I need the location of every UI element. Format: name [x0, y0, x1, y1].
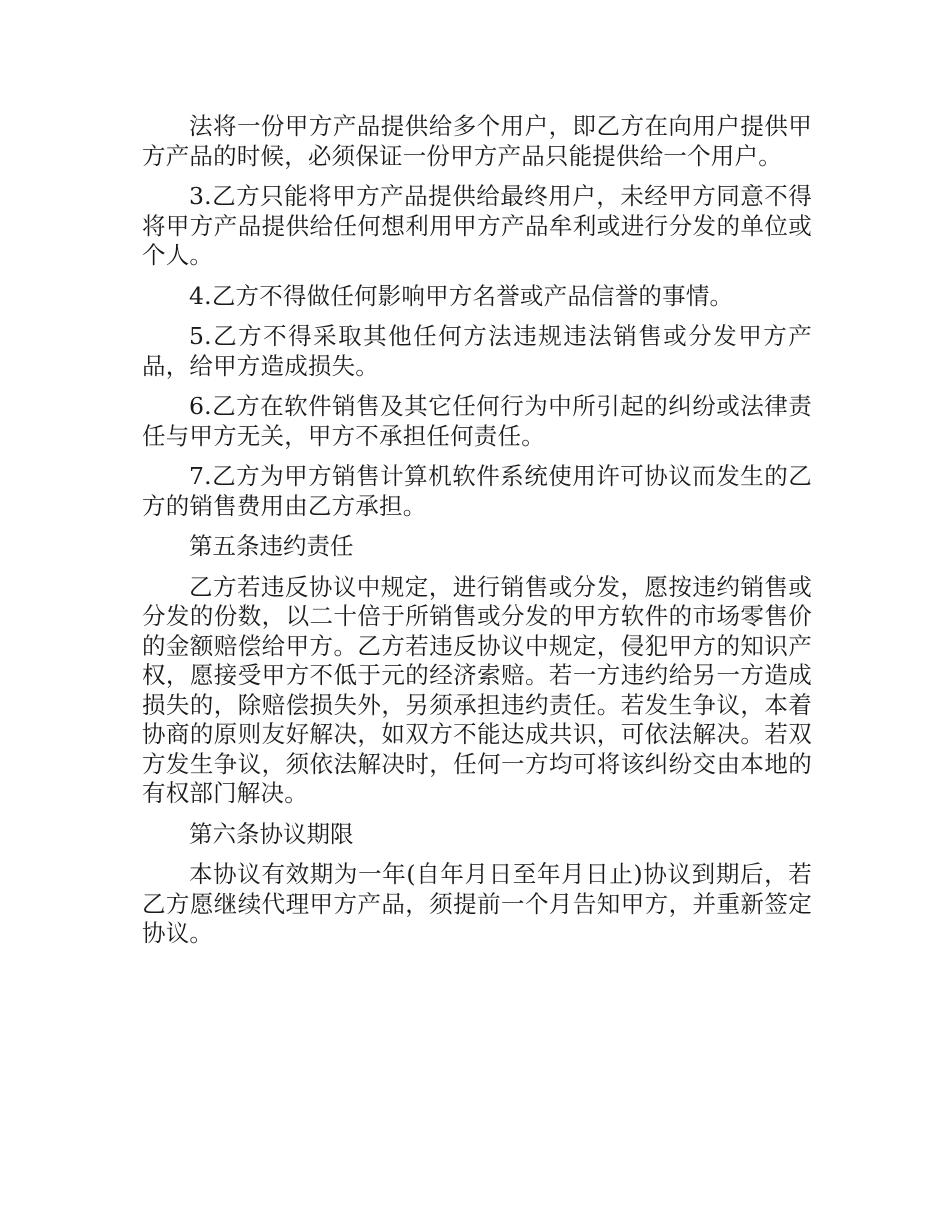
article-6-heading: 第六条协议期限 — [189, 819, 354, 848]
breach-paragraph: 乙方若违反协议中规定，进行销售或分发，愿按违约销售或分发的份数，以二十倍于所销售或分发的甲方软件的市场零售价的金额赔偿给甲方。乙方若违反协议中规定，侵犯甲方的知识产权，愿接受甲方不低于元的经济索赔。若一方违约给另一方造成损失的，除赔偿损失外，另须承担违约责任。若发生争议，本着协商的原则友好解决，如双方不能达成共识，可依法解决。若双方发生争议，须依法解决时，任何一方均可将该纠纷交由本地的有权部门解决。 — [142, 572, 812, 807]
clause-5: 5.乙方不得采取其他任何方法违规违法销售或分发甲方产品，给甲方造成损失。 — [142, 322, 812, 380]
clause-4: 4.乙方不得做任何影响甲方名誉或产品信誉的事情。 — [189, 281, 734, 310]
document-body — [142, 112, 812, 960]
paragraph-continued: 法将一份甲方产品提供给多个用户，即乙方在向用户提供甲方产品的时候，必须保证一份甲方产品只能提供给一个用户。 — [142, 112, 812, 170]
clause-6: 6.乙方在软件销售及其它任何行为中所引起的纠纷或法律责任与甲方无关，甲方不承担任何责任。 — [142, 392, 812, 450]
clause-7: 7.乙方为甲方销售计算机软件系统使用许可协议而发生的乙方的销售费用由乙方承担。 — [142, 462, 812, 520]
clause-3: 3.乙方只能将甲方产品提供给最终用户，未经甲方同意不得将甲方产品提供给任何想利用甲方产品牟利或进行分发的单位或个人。 — [142, 182, 812, 269]
article-5-heading: 第五条违约责任 — [189, 532, 354, 560]
term-paragraph: 本协议有效期为一年(自年月日至年月日止)协议到期后，若乙方愿继续代理甲方产品，须提前一个月告知甲方，并重新签定协议。 — [142, 860, 812, 947]
